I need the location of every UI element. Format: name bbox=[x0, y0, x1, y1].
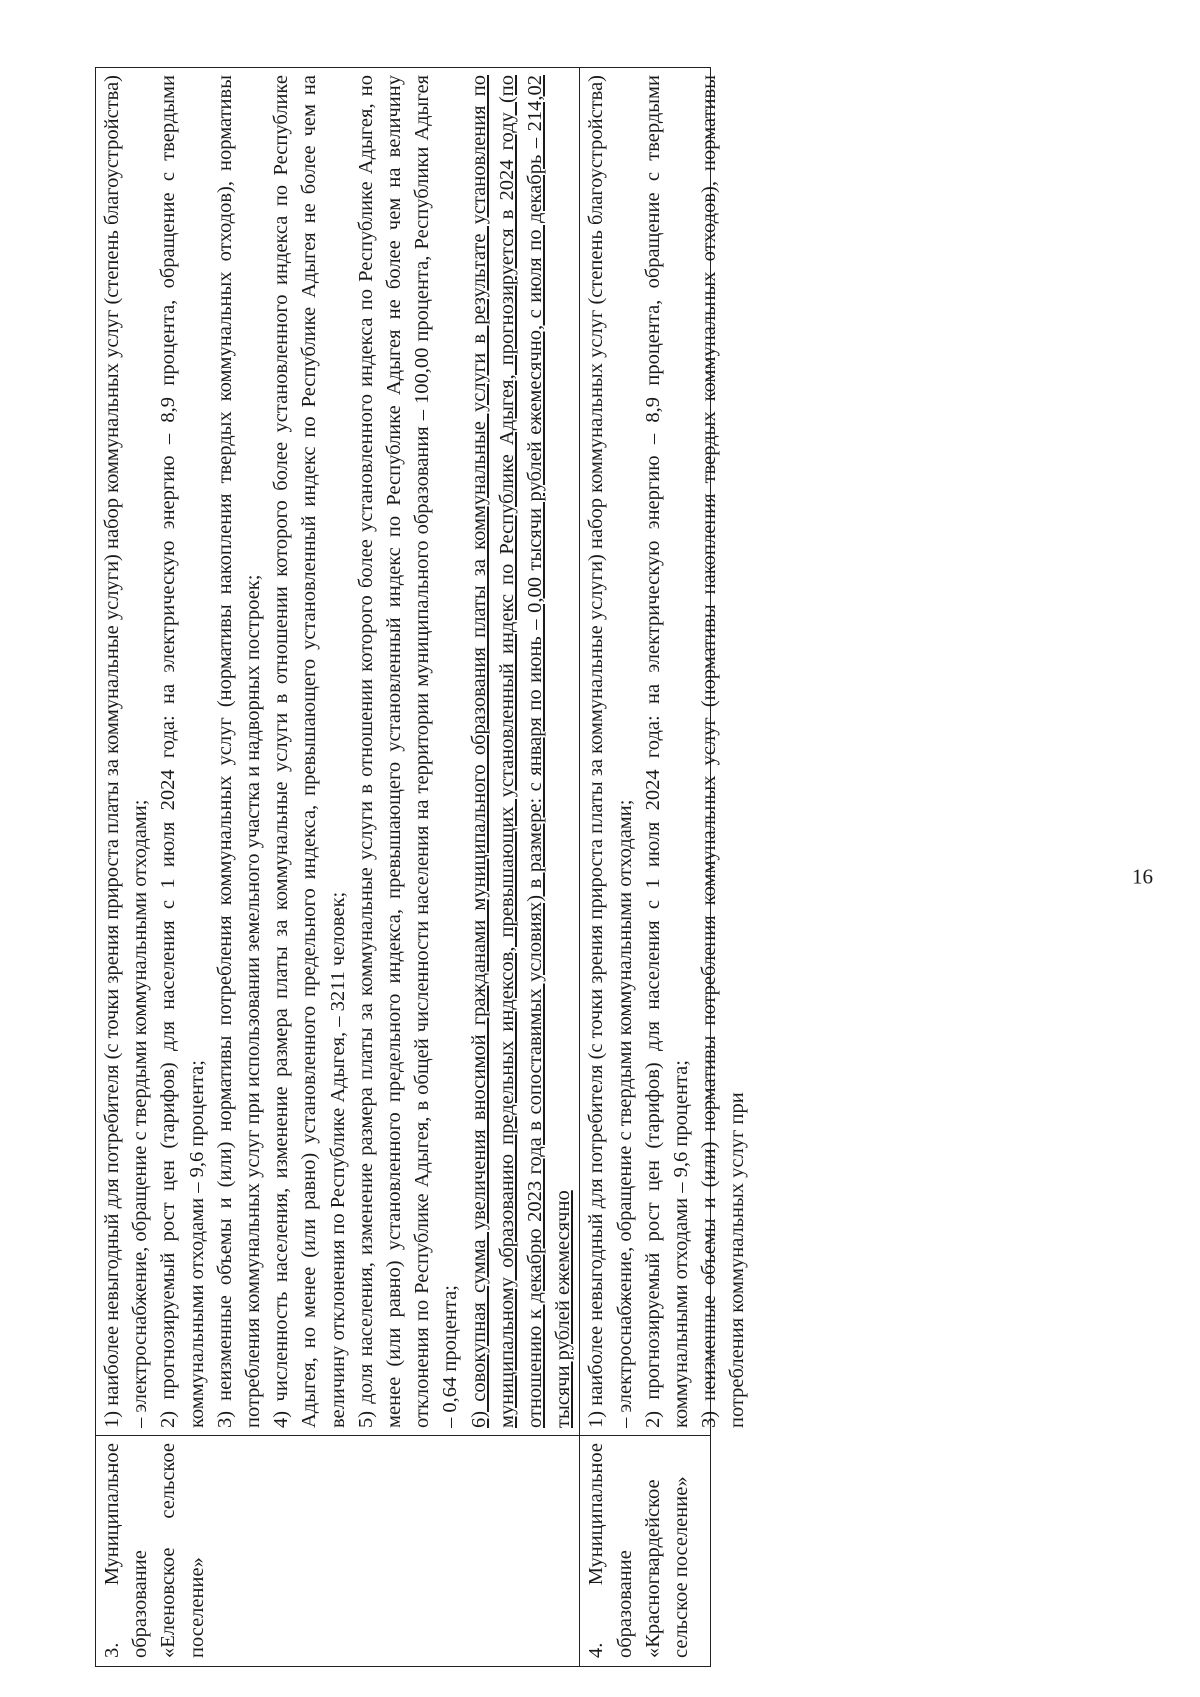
list-item: 1) наиболее невыгодный для потребителя (с точки зрения прироста платы за коммунальные услуги) набор коммунальных услуг (степень благоустройства) – электроснабжение, обращение с твердыми коммунальными отходами; bbox=[585, 75, 636, 1428]
parameters-cell bbox=[580, 68, 749, 1436]
municipality-name-cell: 3. Муниципальное образование «Еленовское сельское поселение» bbox=[96, 1436, 580, 1667]
municipalities-table bbox=[95, 67, 749, 1667]
list-item: 5) доля населения, изменение размера платы за коммунальные услуги в отношении которого более установленного индекса по Республике Адыгея, но менее (или равно) установленного предельного индекса, превышающего установленный индекс по Республике Адыгея не более чем на величину отклонения по Республике Адыгея, в общей численности населения на территории муниципального образования – 100,00 процента, Республики Адыгея – 0,64 процента; bbox=[354, 75, 462, 1428]
list-item: 2) прогнозируемый рост цен (тарифов) для населения с 1 июля 2024 года: на электрическую энергию – 8,9 процента, обращение с твердыми коммунальными отходами – 9,6 процента; bbox=[157, 75, 208, 1428]
table-row bbox=[580, 68, 711, 1667]
municipality-name-cell: 4. Муниципальное образование «Красногвардейское сельское поселение» bbox=[580, 1436, 711, 1667]
list-item: 3) неизменные объемы и (или) нормативы потребления коммунальных услуг (нормативы накопления твердых коммунальных отходов), нормативы потребления коммунальных услуг при bbox=[698, 75, 749, 1428]
list-item: 6) совокупная сумма увеличения вносимой гражданами муниципального образования платы за коммунальные услуги в результате установления по муниципальному образованию предельных индексов, превышающих установленный индекс по Республике Адыгея, прогнозируется в 2024 году (по отношению к декабрю 2023 года в сопоставимых условиях) в размере: с января по июнь – 0,00 тысячи рублей ежемесячно, с июля по декабрь – 214,02 тысячи рублей ежемесячно bbox=[467, 75, 575, 1428]
list-item: 3) неизменные объемы и (или) нормативы потребления коммунальных услуг (нормативы накопления твердых коммунальных отходов), нормативы потребления коммунальных услуг при использовании земельного участка и надворных построек; bbox=[213, 75, 265, 1428]
parameters-cell-content bbox=[582, 75, 749, 1428]
table-row bbox=[96, 68, 580, 1667]
list-item: 1) наиболее невыгодный для потребителя (с точки зрения прироста платы за коммунальные услуги) набор коммунальных услуг (степень благоустройства) – электроснабжение, обращение с твердыми коммунальными отходами; bbox=[101, 75, 152, 1428]
list-item: 4) численность населения, изменение размера платы за коммунальные услуги в отношении которого более установленного индекса по Республике Адыгея, но менее (или равно) установленного предельного индекса, превышающего установленный индекс по Республике Адыгея не более чем на величину отклонения по Республике Адыгея, – 3211 человек; bbox=[270, 75, 349, 1428]
page-number: 16 bbox=[1132, 864, 1153, 889]
parameters-cell bbox=[96, 68, 580, 1436]
list-item: 2) прогнозируемый рост цен (тарифов) для населения с 1 июля 2024 года: на электрическую энергию – 8,9 процента, обращение с твердыми коммунальными отходами – 9,6 процента; bbox=[641, 75, 693, 1428]
